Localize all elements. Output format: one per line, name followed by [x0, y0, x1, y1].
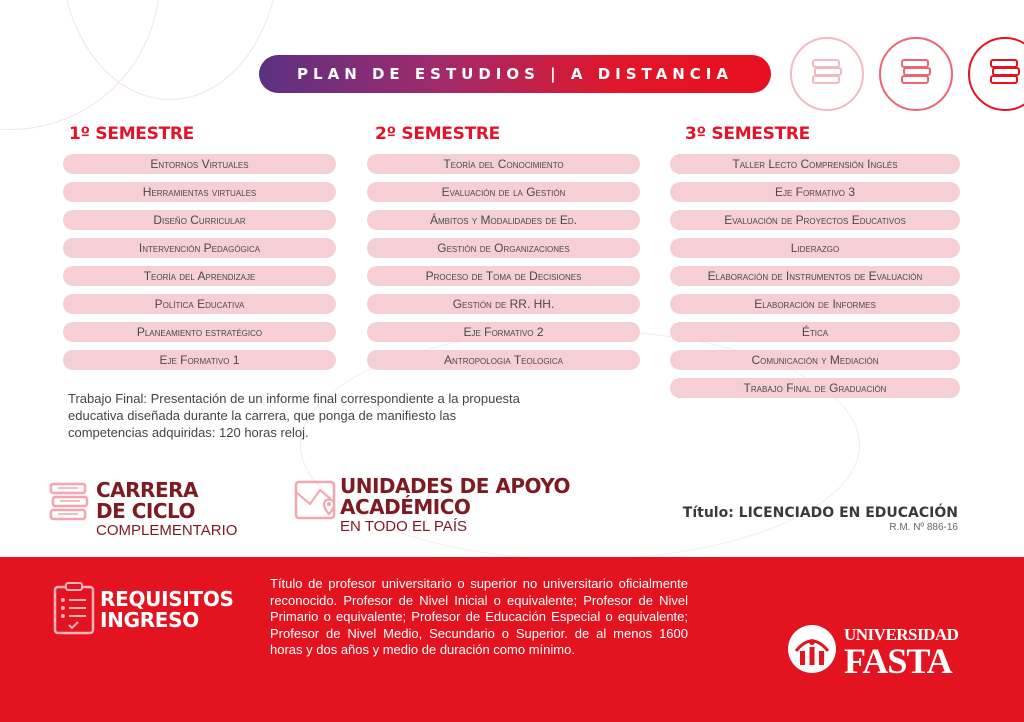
course-item: Ámbitos y Modalidades de Ed. — [367, 210, 640, 230]
course-item: Eje Formativo 1 — [63, 350, 336, 370]
course-item: Proceso de Toma de Decisiones — [367, 266, 640, 286]
course-item: Planeamiento estratégico — [63, 322, 336, 342]
semester-title: 2º SEMESTRE — [375, 124, 500, 144]
carrera-line1: CARRERA — [96, 478, 198, 502]
course-item: Gestión de RR. HH. — [367, 294, 640, 314]
course-item: Trabajo Final de Graduación — [670, 378, 960, 398]
book-stack-icon — [988, 57, 1022, 92]
course-item: Herramientas virtuales — [63, 182, 336, 202]
unidades-line2: ACADÉMICO — [340, 495, 471, 519]
requisitos-text: Título de profesor universitario o superior no universitario oficialmente reconocido. Profesor de Nivel Inicial o equivalente; Profesor de Nivel Primario o equivalente; Profesor de Educación Especial o equivalente; Profesor de Nivel Medio, Secundario o Superior. de al menos 1600 horas y dos años y medio de duración como mínimo. — [270, 576, 688, 657]
requisitos-block — [52, 581, 234, 640]
course-item: Evaluación de la Gestión — [367, 182, 640, 202]
unidades-sub: EN TODO EL PAÍS — [340, 518, 467, 535]
semester-title: 1º SEMESTRE — [69, 124, 194, 144]
titulo-block — [683, 505, 958, 533]
titulo-main: Título: LICENCIADO EN EDUCACIÓN — [682, 505, 958, 521]
course-item: Liderazgo — [670, 238, 960, 258]
carrera-line2: DE CICLO — [96, 499, 196, 523]
semester-column-3 — [670, 122, 960, 398]
requisitos-line2: INGRESO — [100, 608, 199, 632]
course-item: Teoría del Aprendizaje — [63, 266, 336, 286]
course-item: Entornos Virtuales — [63, 154, 336, 174]
titulo-rm: R.M. Nº 886-16 — [889, 522, 958, 533]
course-item: Elaboración de Instrumentos de Evaluación — [670, 266, 960, 286]
carrera-sub: COMPLEMENTARIO — [96, 522, 238, 539]
book-stack-icon — [899, 57, 933, 92]
book-stack-icon — [810, 57, 844, 92]
logo-line1: UNIVERSIDAD — [844, 624, 959, 644]
book-circle-medium — [879, 37, 953, 111]
unidades-feature — [294, 476, 570, 535]
footer — [0, 557, 1024, 722]
course-item: Comunicación y Mediación — [670, 350, 960, 370]
course-item: Ética — [670, 322, 960, 342]
course-item: Evaluación de Proyectos Educativos — [670, 210, 960, 230]
unidades-line1: UNIDADES DE APOYO — [340, 474, 571, 498]
course-item: Antropologia Teologica — [367, 350, 640, 370]
course-item: Intervención Pedagógica — [63, 238, 336, 258]
course-item: Eje Formativo 2 — [367, 322, 640, 342]
course-item: Eje Formativo 3 — [670, 182, 960, 202]
book-circle-light — [790, 37, 864, 111]
course-item: Taller Lecto Comprensión Inglés — [670, 154, 960, 174]
course-item: Gestión de Organizaciones — [367, 238, 640, 258]
clipboard-checklist-icon — [52, 581, 96, 640]
trabajo-final-description: Trabajo Final: Presentación de un informe final correspondiente a la propuesta educativa diseñada durante la carrera, que ponga de manifiesto las competencias adquiridas: 120 horas reloj. — [68, 391, 520, 440]
book-circle-dark — [968, 37, 1024, 111]
universidad-fasta-logo — [786, 623, 958, 680]
course-item: Diseño Curricular — [63, 210, 336, 230]
course-item: Política Educativa — [63, 294, 336, 314]
books-outline-icon — [48, 480, 90, 531]
header-title: PLAN DE ESTUDIOS | A DISTANCIA — [259, 55, 771, 93]
semester-column-2 — [367, 122, 640, 370]
fasta-emblem-icon — [786, 623, 838, 680]
requisitos-line1: REQUISITOS — [100, 587, 234, 611]
semester-column-1 — [63, 122, 336, 370]
logo-line2: FASTA — [844, 640, 952, 681]
map-pin-icon — [294, 476, 338, 529]
course-item: Teoría del Conocimiento — [367, 154, 640, 174]
carrera-feature — [48, 480, 237, 539]
course-item: Elaboración de Informes — [670, 294, 960, 314]
semester-title: 3º SEMESTRE — [685, 124, 810, 144]
